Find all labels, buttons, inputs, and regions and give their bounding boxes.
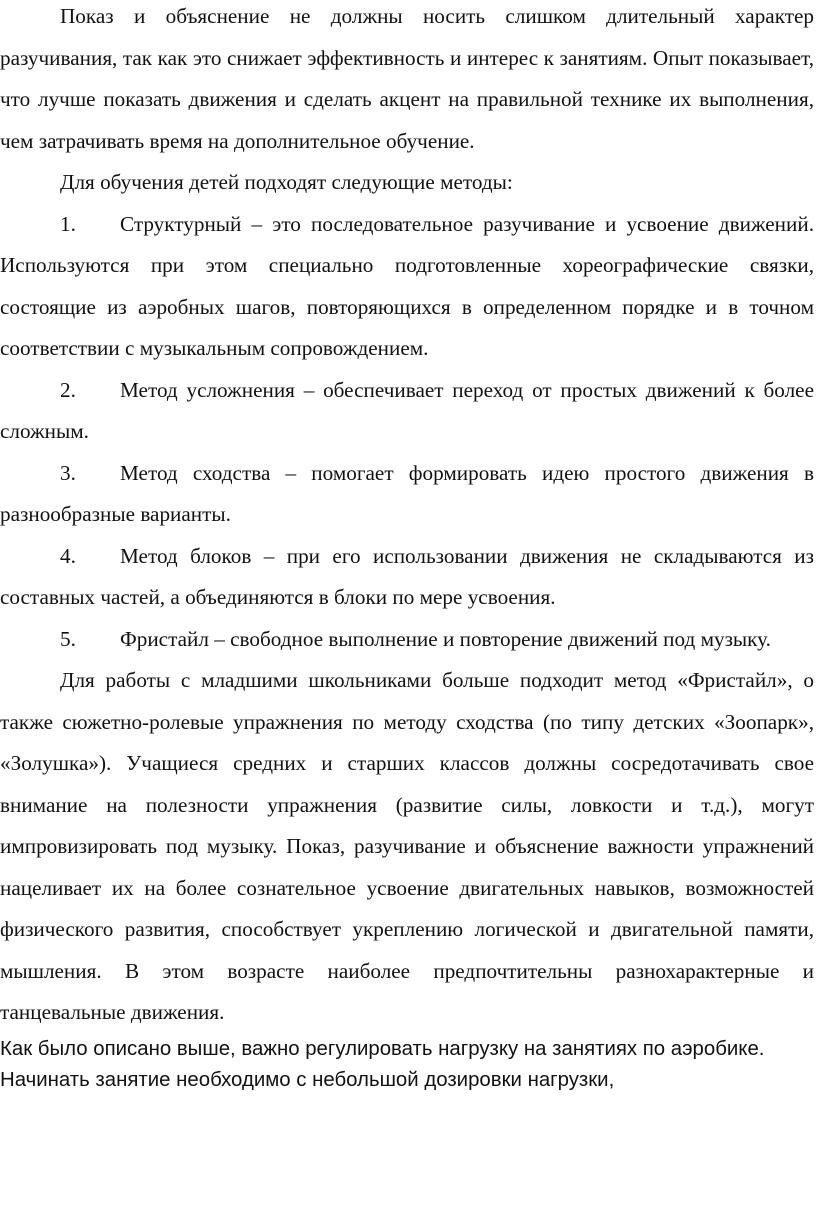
method-item-3 (0, 453, 814, 536)
method-number: 5. (60, 626, 76, 651)
method-item-5 (0, 619, 814, 661)
paragraph-methods-lead: Для обучения детей подходят следующие методы: (60, 170, 513, 194)
method-item-2 (0, 370, 814, 453)
method-number: 1. (60, 211, 76, 236)
method-item-1 (0, 204, 814, 370)
method-text: Метод усложнения – обеспечивает переход от простых движений к более сложным. (0, 377, 814, 443)
method-text: Фристайл – свободное выполнение и повторение движений под музыку. (120, 626, 771, 651)
paragraph-load-regulation: Как было описано выше, важно регулировать нагрузку на занятиях по аэробике. Начинать занятие необходимо с небольшой дозировки нагрузки, (0, 1037, 765, 1091)
method-number: 3. (60, 460, 76, 485)
method-number: 2. (60, 377, 76, 402)
paragraph-age-groups: Для работы с младшими школьниками больше подходит метод «Фристайл», о также сюжетно-ролевые упражнения по методу сходства (по типу детских «Зоопарк», «Золушка»). Учащиеся средних и старших классов должны сосредотачивать свое внимание на полезности упражнения (развитие силы, ловкости и т.д.), могут импровизировать под музыку. Показ, разучивание и объяснение важности упражнений нацеливает их на более сознательное усвоение двигательных навыков, возможностей физического развития, способствует укреплению логической и двигательной памяти, мышления. В этом возрасте наиболее предпочтительны разнохарактерные и танцевальные движения. (0, 668, 814, 1024)
method-text: Метод сходства – помогает формировать идею простого движения в разнообразные варианты. (0, 460, 814, 526)
method-text: Метод блоков – при его использовании движения не складываются из составных частей, а объединяются в блоки по мере усвоения. (0, 543, 814, 609)
paragraph-intro: Показ и объяснение не должны носить слишком длительный характер разучивания, так как это снижает эффективность и интерес к занятиям. Опыт показывает, что лучше показать движения и сделать акцент на правильной технике их выполнения, чем затрачивать время на дополнительное обучение. (0, 4, 814, 153)
method-item-4 (0, 536, 814, 619)
method-text: Структурный – это последовательное разучивание и усвоение движений. Используются при этом специально подготовленные хореографические связки, состоящие из аэробных шагов, повторяющихся в определенном порядке и в точном соответствии с музыкальным сопровождением. (0, 211, 814, 360)
method-number: 4. (60, 543, 76, 568)
